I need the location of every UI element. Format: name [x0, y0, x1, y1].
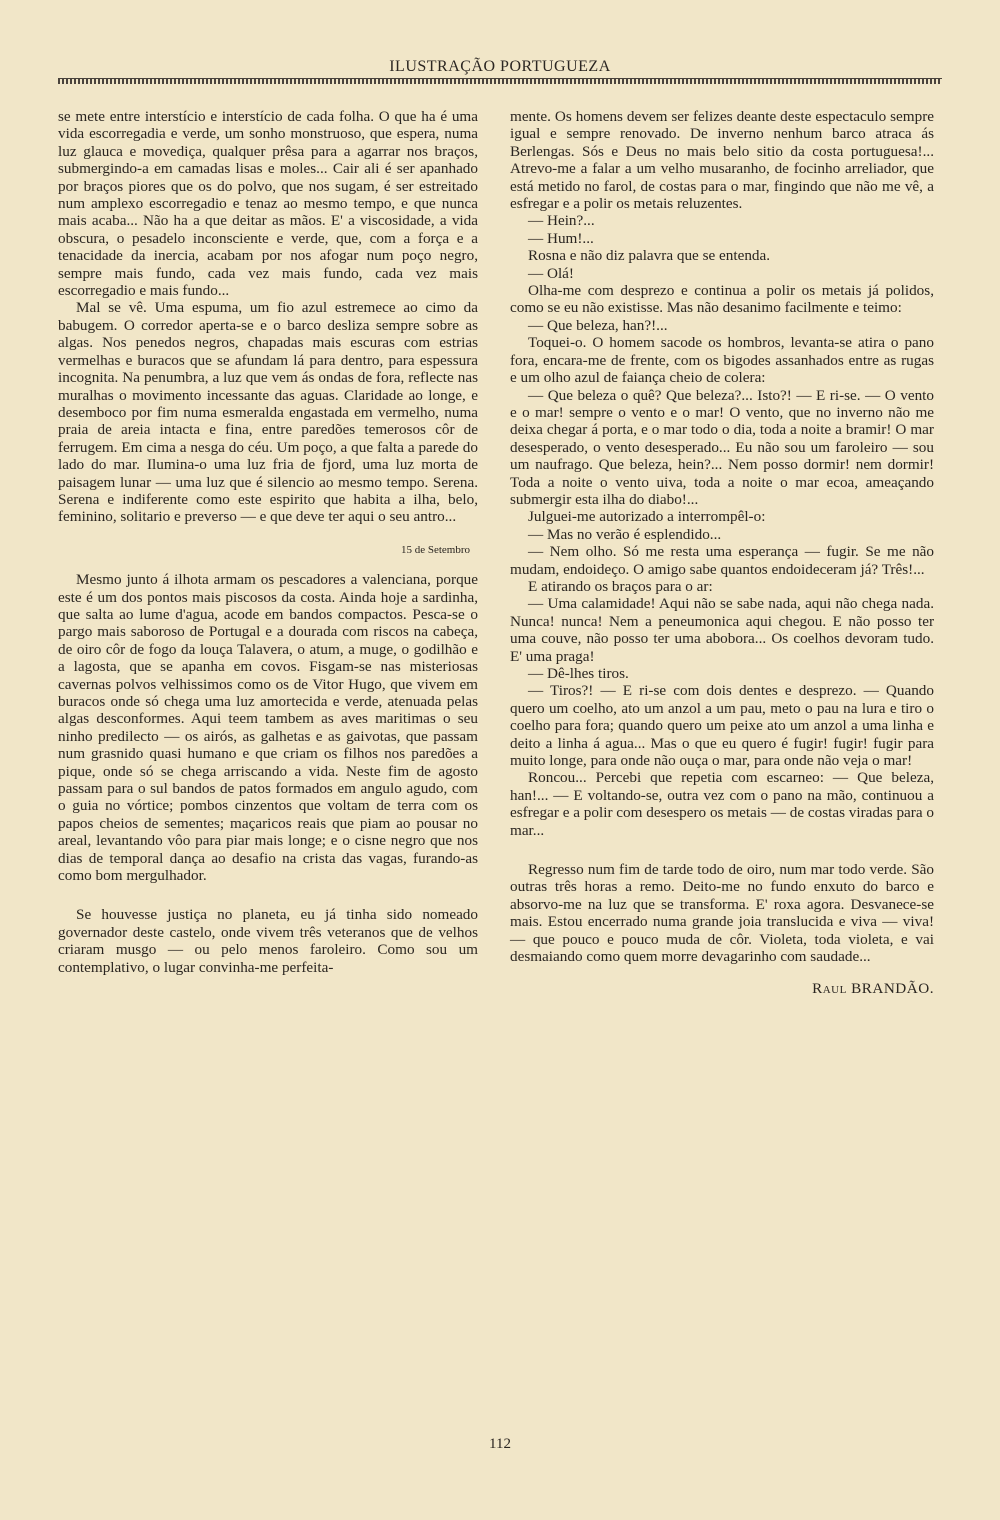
page-number: 112 [489, 1436, 511, 1452]
author-signature: Raul BRANDÃO. [812, 979, 934, 997]
masthead: ILUSTRAÇÃO PORTUGUEZA [389, 58, 611, 75]
paragraph: Regresso num fim de tarde todo de oiro, num mar todo verde. São outras três horas a remo. Deito-me no fundo enxuto do barco e absorvo-me na luz que se transforma. E' roxa agora. Desvanece-se mais. Estou encerrado numa grande joia translucida e viva — viva! — que pouco e pouco muda de côr. Violeta, toda violeta, e vai desmaiando como quem morre devagarinho com saudade... [510, 861, 934, 966]
section-gap [58, 884, 478, 906]
dialogue-line: — Mas no verão é esplendido... [528, 525, 722, 543]
paragraph: — Nem olho. Só me resta uma esperança — fugir. Se me não mudam, endoideço. O amigo sabe quantos endoideceram já? Três!... [510, 543, 934, 578]
left-column [58, 108, 478, 976]
dateline: 15 de Setembro [400, 543, 470, 556]
paragraph: Se houvesse justiça no planeta, eu já tinha sido nomeado governador deste castelo, onde vivem três veteranos que de velhos criaram musgo — ou pelo menos faroleiro. Como sou um contemplativo, o lugar convinha-me perfeita- [58, 906, 478, 976]
paragraph: se mete entre interstício e interstício de cada folha. O que ha é uma vida escorregadia e verde, um sonho monstruoso, que espera, numa luz glauca e movediça, qualquer prêsa para a agarrar nos braços, submergindo-a em camadas lisas e moles... Cair ali é ser apanhado por braços piores que os do polvo, que nos sugam, é ser estreitado num amplexo escorregadio e tenaz ao mesmo tempo, e que nunca mais acaba... Não ha a que deitar as mãos. E' a viscosidade, a vida obscura, o pesadelo inconsciente e verde, que, com a força e a tenacidade da inercia, acabam por nos afogar num poço negro, sempre mais fundo, cada vez mais fundo, cada vez mais escorregadio e mais fundo... [58, 108, 478, 300]
dialogue-line: — Que beleza, han?!... [528, 316, 668, 334]
paragraph: — Tiros?! — E ri-se com dois dentes e desprezo. — Quando quero um coelho, ato um anzol a um pau, meto o pau na lura e tiro o coelho para fora; quando quero um peixe ato um anzol a uma linha e deito a linha á agua... Mas o que eu quero é fugir! fugir! fugir para muito longe, para onde não ouça o mar, para onde não veja o mar! [510, 682, 934, 770]
paragraph: Roncou... Percebi que repetia com escarneo: — Que beleza, han!... — E voltando-se, outra vez com o pano na mão, continuou a esfregar e a polir com desespero os metais — de costas viradas para o mar... [510, 769, 934, 839]
header-rule [58, 78, 942, 84]
dialogue-line: — Dê-lhes tiros. [528, 665, 629, 682]
paragraph: mente. Os homens devem ser felizes deante deste espectaculo sempre igual e sempre renovado. De inverno nenhum barco atraca ás Berlengas. Sós e Deus no mais belo sitio da costa portuguesa!... Atrevo-me a falar a um velho musaranho, de focinho arreliador, que está metido no farol, de costas para o mar, fingindo que não me vê, a esfregar e a polir os metais reluzentes. [510, 108, 934, 213]
paragraph: Mal se vê. Uma espuma, um fio azul estremece ao cimo da babugem. O corredor aperta-se e o barco desliza sempre sobre as algas. Nos penedos negros, chapadas mais escuras com estrias vermelhas e buracos que se afundam lá para dentro, para espessura incognita. Na penumbra, a luz que vem ás ondas de fora, reflecte nas muralhas o movimento incessante das aguas. Claridade ao longe, e desemboco por fim numa esmeralda engastada em vermelho, numa praia de areia intacta e fina, entre paredões temerosos côr de ferrugem. Em cima a nesga do céu. Um poço, a que falta a parede do lado do mar. Ilumina-o uma luz fria de fjord, uma luz morta de paisagem lunar — uma luz que é silencio ao mesmo tempo. Serena. Serena e indiferente como este espirito que habita a ilha, belo, feminino, solitario e preverso — e que deve ter aqui o seu antro... [58, 299, 478, 526]
dialogue-line: — Hum!... [528, 229, 594, 247]
paragraph: Olha-me com desprezo e continua a polir os metais já polidos, como se eu não existisse. Mas não desanimo facilmente e teimo: [510, 282, 934, 317]
right-column [510, 108, 934, 997]
paragraph: Toquei-o. O homem sacode os hombros, levanta-se atira o pano fora, encara-me de frente, com os bigodes assanhados entre as rugas e um olho azul de faiança cheio de colera: [510, 334, 934, 387]
paragraph: E atirando os braços para o ar: [528, 577, 713, 595]
section-gap [510, 839, 934, 861]
paragraph: — Uma calamidade! Aqui não se sabe nada, aqui não chega nada. Nunca! nunca! Nem a peneumonica aqui chegou. E não posso ter uma couve, não posso ter uma abobora... Os coelhos devoram tudo. E' uma praga! [510, 595, 934, 665]
paragraph: Rosna e não diz palavra que se entenda. [528, 247, 771, 265]
dialogue-line: — Hein?... [528, 212, 595, 230]
paragraph: Julguei-me autorizado a interrompêl-o: [528, 508, 766, 526]
paragraph: Mesmo junto á ilhota armam os pescadores a valenciana, porque este é um dos pontos mais piscosos da costa. Ainda hoje a sardinha, que salta ao lume d'agua, acode em bandos compactos. Pesca-se o pargo mais saboroso de Portugal e a dourada com riscos na cabeça, de oiro côr de fogo da louça Talavera, o atum, a muge, o godilhão e a lagosta, que se apanha em covos. Fisgam-se nas misteriosas cavernas polvos velhissimos como os de Vitor Hugo, que vivem em buracos onde só chega uma luz amortecida e verde, atenuada pelas algas desconformes. Aqui teem tambem as aves maritimas o seu ninho predilecto — os airós, as galhetas e as gaivotas, que passam num grasnido quasi humano e que criam os filhos nos paredões a pique, onde só se chega arriscando a vida. Neste fim de agosto passam para o sul bandos de patos formados em angulo agudo, com o guia no vórtice; pombos cinzentos que voltam de terra com os papos cheios de sementes; maçaricos reais que piam ao pousar no areal, levantando vôo para piar mais longe; e o cisne negro que nos dias de temporal dança ao desafio na crista das vagas, furando-as como bom mergulhador. [58, 571, 478, 885]
dialogue-line: — Olá! [528, 264, 574, 282]
paragraph: — Que beleza o quê? Que beleza?... Isto?! — E ri-se. — O vento e o mar! sempre o vento e o mar! O vento, que no inverno não me deixa chegar á porta, e o mar todo o dia, toda a noite a bramir! O mar desesperado, o vento desesperado... Eu não sou um faroleiro — sou um naufrago. Que beleza, hein?... Nem posso dormir! nem dormir! Toda a noite o vento uiva, toda a noite o mar ecoa, ameaçando submergir esta ilha do diabo!... [510, 386, 934, 508]
